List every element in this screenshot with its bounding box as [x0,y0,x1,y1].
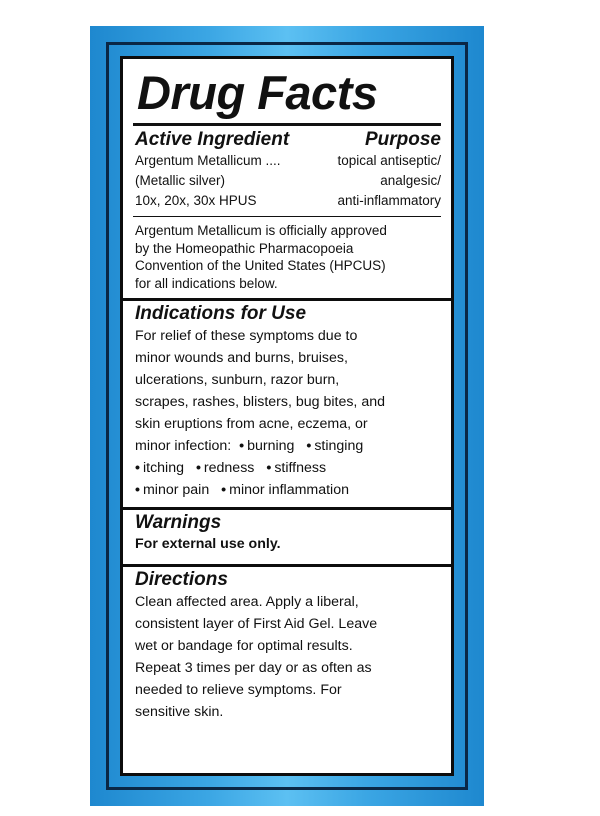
symptom-bullet [239,438,294,454]
directions-line: Repeat 3 times per day or as often as [135,660,372,676]
bullet-icon: • [266,460,272,476]
directions-title: Directions [135,569,228,590]
indications-line: minor infection: [135,438,232,454]
purpose-cell: topical antiseptic/ [337,153,441,168]
purpose-cell: anti-inflammatory [337,193,441,208]
symptom-bullet [266,460,326,476]
label-blue-frame [90,26,484,806]
ingredient-cell: (Metallic silver) [135,173,226,188]
warnings-title: Warnings [135,512,222,533]
ingredient-row [135,171,441,191]
warnings-text: For external use only. [135,536,281,552]
symptom-bullets-row [135,479,441,501]
bullet-icon: • [135,482,140,498]
active-ingredient-header [135,129,441,151]
directions-line: wet or bandage for optimal results. [135,638,353,654]
symptom-label: stinging [314,438,364,454]
warnings-section [123,512,451,554]
symptom-label: minor pain [142,482,210,498]
ingredient-row [135,191,441,211]
section-divider [123,564,451,567]
directions-line: consistent layer of First Aid Gel. Leave [135,616,378,632]
symptom-label: redness [203,460,255,476]
section-divider [123,298,451,301]
symptom-bullets-row [135,457,441,479]
hpcus-approval-text [135,222,441,292]
approval-line: by the Homeopathic Pharmacopoeia [135,240,354,256]
symptom-bullet [135,460,184,476]
bullet-icon: • [221,482,227,498]
active-ingredient-label: Active Ingredient [135,129,290,150]
indications-text [135,325,441,457]
ingredient-table [123,151,451,211]
directions-section [123,569,451,723]
symptom-label: stiffness [274,460,327,476]
directions-line: sensitive skin. [135,704,224,720]
purpose-cell: analgesic/ [380,173,441,188]
bullet-icon: • [135,460,140,476]
section-divider [123,507,451,510]
indications-line: ulcerations, sunburn, razor burn, [135,372,340,388]
indications-line: skin eruptions from acne, eczema, or [135,416,368,432]
approval-line: for all indications below. [135,275,278,291]
bullet-icon: • [306,438,312,454]
symptom-label: burning [247,438,295,454]
bullet-icon: • [239,438,245,454]
indications-line: minor wounds and burns, bruises, [135,350,348,366]
symptom-bullet [135,482,209,498]
directions-text [135,591,441,723]
approval-line: Convention of the United States (HPCUS) [135,258,386,273]
indications-title: Indications for Use [135,303,307,324]
drug-facts-title: Drug Facts [137,66,378,119]
approval-line: Argentum Metallicum is officially approved [135,223,387,238]
ingredient-rule [133,216,441,217]
ingredient-cell: 10x, 20x, 30x HPUS [135,193,257,208]
title-rule [133,123,441,126]
symptom-label: minor inflammation [229,482,349,498]
symptom-bullet [221,482,349,498]
symptom-bullet [196,460,254,476]
indications-line-with-bullets [135,435,441,457]
ingredient-row [135,151,441,171]
bullet-icon: • [195,460,201,476]
indications-line: scrapes, rashes, blisters, bug bites, and [135,394,385,410]
indications-line: For relief of these symptoms due to [135,328,358,344]
purpose-label: Purpose [364,129,441,150]
directions-line: needed to relieve symptoms. For [135,682,342,698]
symptom-bullet [306,438,363,454]
indications-section [123,303,451,501]
symptom-label: itching [142,460,184,476]
ingredient-cell: Argentum Metallicum .... [135,153,281,168]
directions-line: Clean affected area. Apply a liberal, [135,594,359,610]
drug-facts-panel [120,56,454,776]
